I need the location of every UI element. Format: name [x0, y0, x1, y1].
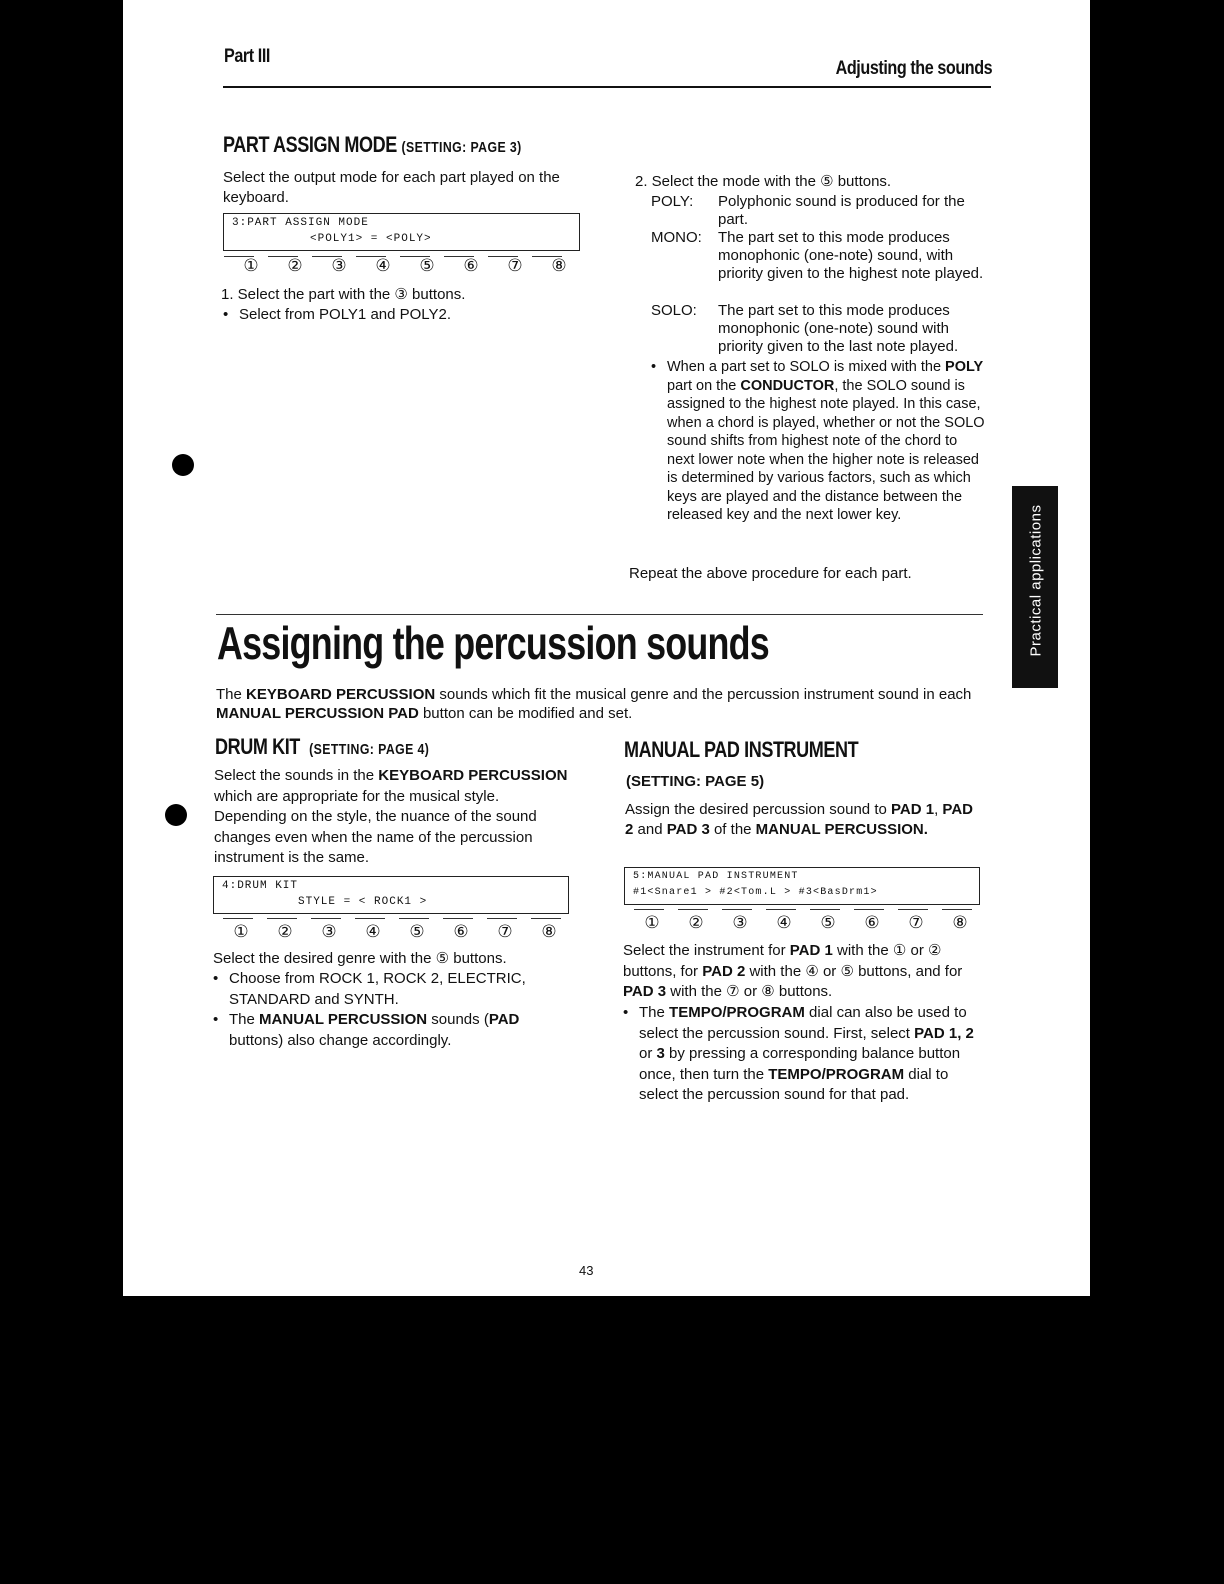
part-assign-setting: (SETTING: PAGE 3) [401, 139, 522, 156]
button-3-icon: ③ [331, 256, 347, 275]
mono-term: MONO: [651, 229, 702, 246]
button-3-icon: ③ [732, 913, 748, 932]
drum-kit-intro-a: Select the sounds in the [214, 767, 375, 784]
button-6-icon: ⑥ [864, 913, 880, 932]
part-assign-step1: 1. Select the part with the ③ buttons. [221, 286, 466, 303]
button-bars [634, 909, 972, 910]
button-row-manual-pad [630, 913, 982, 933]
drum-kit-bullet-2-a: The [229, 1011, 255, 1028]
drum-kit-bullet-1: • Choose from ROCK 1, ROCK 2, ELECTRIC, STANDARD and SYNTH. [213, 969, 569, 1010]
lcd-line-1: 4:DRUM KIT [222, 880, 299, 892]
solo-note [651, 358, 987, 525]
lcd-line-2: #1<Snare1 > #2<Tom.L > #3<BasDrm1> [633, 887, 878, 898]
solo-note-c: , the SOLO sound is assigned to the highest note played. In this case, when a chord is played, whether or not the SOLO sound shifts from highest note of the chord to next lower note when the higher note is released is determined by various factors, such as which keys are played and the distance between the released key and the next lower key. [667, 377, 985, 523]
drum-kit-after: Select the desired genre with the ⑤ buttons. [213, 950, 507, 967]
button-1-icon: ① [233, 922, 249, 941]
repeat-text: Repeat the above procedure for each part. [629, 565, 912, 582]
manual-pad-bullet [623, 1003, 977, 1106]
manual-pad-after-b: with the ① or ② buttons, for [623, 942, 942, 980]
manual-pad-intro-pad2: PAD 2 [625, 801, 973, 838]
button-6-icon: ⑥ [463, 256, 479, 275]
percussion-intro-mpp: MANUAL PERCUSSION PAD [216, 705, 419, 722]
button-6-icon: ⑥ [453, 922, 469, 941]
button-4-icon: ④ [375, 256, 391, 275]
solo-note-conductor: CONDUCTOR [740, 377, 835, 394]
button-5-icon: ⑤ [820, 913, 836, 932]
solo-term: SOLO: [651, 302, 697, 319]
solo-note-a: When a part set to SOLO is mixed with the [667, 359, 942, 375]
percussion-intro-c: button can be modified and set. [422, 705, 633, 722]
manual-pad-bullet-a: The [639, 1004, 665, 1021]
button-7-icon: ⑦ [497, 922, 513, 941]
manual-pad-bullet-3: 3 [656, 1045, 665, 1062]
manual-pad-title: MANUAL PAD INSTRUMENT [624, 737, 859, 762]
button-1-icon: ① [644, 913, 660, 932]
drum-kit-bullet-2 [213, 1010, 569, 1051]
lcd-drum-kit [213, 876, 569, 914]
manual-pad-after-pad1: PAD 1 [789, 942, 833, 959]
manual-pad-intro-pad3: PAD 3 [666, 821, 710, 838]
lcd-line-2: STYLE = < ROCK1 > [298, 896, 428, 908]
drum-kit-bullet-2-c: buttons) also change accordingly. [229, 1031, 452, 1049]
percussion-intro-kp: KEYBOARD PERCUSSION [246, 686, 436, 703]
manual-pad-bullet-pads: PAD 1, 2 [914, 1024, 974, 1042]
solo-note-b: part on the [667, 377, 737, 394]
drum-kit-setting: (SETTING: PAGE 4) [309, 741, 430, 758]
lcd-line-1: 3:PART ASSIGN MODE [232, 217, 369, 229]
button-8-icon: ⑧ [541, 922, 557, 941]
part-assign-bullet: • Select from POLY1 and POLY2. [223, 305, 451, 325]
mode-definitions [651, 193, 991, 358]
button-2-icon: ② [287, 256, 303, 275]
button-8-icon: ⑧ [952, 913, 968, 932]
button-row-part-assign [229, 256, 581, 276]
manual-pad-intro-a: Assign the desired percussion sound to [625, 801, 887, 818]
drum-kit-heading [215, 734, 429, 760]
header-part: Part III [224, 46, 270, 67]
manual-pad-bullet-tp2: TEMPO/PROGRAM [768, 1065, 905, 1083]
button-5-icon: ⑤ [419, 256, 435, 275]
button-4-icon: ④ [365, 922, 381, 941]
manual-pad-intro: Assign the desired percussion sound to PAD 1, PAD 2 and PAD 3 of the MANUAL PERCUSSION. [625, 801, 973, 838]
binder-hole-icon [165, 804, 187, 826]
drum-kit-intro [214, 766, 572, 869]
manual-pad-after-pad3: PAD 3 [623, 983, 667, 1000]
part-assign-intro: Select the output mode for each part played on the keyboard. [223, 169, 560, 206]
button-3-icon: ③ [321, 922, 337, 941]
manual-pad-intro-pad1: PAD 1 [891, 801, 935, 818]
manual-pad-intro-of: of the [713, 821, 752, 838]
manual-pad-bullet-b: dial can also be used to select the percussion sound. First, select [639, 1004, 967, 1042]
manual-pad-setting: (SETTING: PAGE 5) [626, 773, 765, 790]
header-rule [223, 86, 991, 88]
manual-pad-after-pad2: PAD 2 [702, 962, 746, 980]
page [123, 0, 1090, 1296]
drum-kit-bullet-2-b: sounds ( [431, 1011, 489, 1028]
button-5-icon: ⑤ [409, 922, 425, 941]
side-tab-label: Practical applications [1027, 504, 1045, 657]
manual-pad-after-a: Select the instrument for [623, 942, 786, 959]
manual-pad-after-c: with the ④ or ⑤ buttons, and for [749, 962, 963, 980]
drum-kit-bullet-2-mp: MANUAL PERCUSSION [259, 1011, 428, 1028]
button-7-icon: ⑦ [507, 256, 523, 275]
lcd-line-1: 5:MANUAL PAD INSTRUMENT [633, 871, 799, 882]
button-4-icon: ④ [776, 913, 792, 932]
button-8-icon: ⑧ [551, 256, 567, 275]
button-row-drum-kit [219, 922, 571, 942]
manual-pad-bullets [623, 1003, 977, 1106]
poly-term: POLY: [651, 193, 694, 210]
lcd-line-2: <POLY1> = <POLY> [310, 233, 432, 245]
lcd-part-assign [223, 213, 580, 251]
drum-kit-bullet-2-pad: PAD [488, 1011, 520, 1028]
manual-pad-bullet-tp: TEMPO/PROGRAM [669, 1004, 805, 1021]
button-1-icon: ① [243, 256, 259, 275]
manual-pad-intro-and: and [637, 821, 663, 838]
button-bars [223, 918, 561, 919]
manual-pad-after [623, 941, 983, 1003]
button-7-icon: ⑦ [908, 913, 924, 932]
part-assign-heading [223, 132, 522, 158]
button-2-icon: ② [277, 922, 293, 941]
lcd-manual-pad [624, 867, 980, 905]
percussion-intro-b: sounds which fit the musical genre and the percussion instrument sound in each [439, 686, 972, 703]
mono-desc: The part set to this mode produces monophonic (one-note) sound, with priority given to the highest note played. [718, 229, 984, 282]
part-assign-step2: 2. Select the mode with the ⑤ buttons. [635, 173, 892, 190]
manual-pad-after-d: with the ⑦ or ⑧ buttons. [670, 983, 833, 1000]
drum-kit-intro-b: which are appropriate for the musical style. Depending on the style, the nuance of the sound changes even when the name of the percussion instrument is the same. [214, 787, 537, 866]
solo-note-list [651, 358, 987, 525]
solo-note-poly: POLY [945, 359, 984, 375]
section-rule [216, 614, 983, 615]
manual-pad-bullet-d: dial to select the percussion sound for that pad. [639, 1065, 949, 1103]
part-assign-title: PART ASSIGN MODE [223, 132, 397, 157]
percussion-intro [216, 685, 991, 723]
button-2-icon: ② [688, 913, 704, 932]
manual-pad-bullet-c: by pressing a corresponding balance button once, then turn the [639, 1045, 961, 1083]
header-title: Adjusting the sounds [835, 58, 992, 79]
manual-pad-intro-mp: MANUAL PERCUSSION. [755, 821, 928, 838]
page-number: 43 [579, 1263, 594, 1278]
drum-kit-title: DRUM KIT [215, 734, 300, 759]
binder-hole-icon [172, 454, 194, 476]
percussion-intro-a: The [216, 686, 242, 703]
drum-kit-bullets [213, 969, 569, 1051]
poly-desc: Polyphonic sound is produced for the part. [718, 193, 965, 228]
solo-desc: The part set to this mode produces monophonic (one-note) sound with priority given to the last note played. [718, 302, 959, 355]
part-assign-bullets [223, 305, 451, 325]
percussion-title: Assigning the percussion sounds [217, 617, 769, 669]
manual-pad-bullet-or: or [639, 1045, 653, 1062]
side-tab [1012, 486, 1058, 688]
drum-kit-intro-kp: KEYBOARD PERCUSSION [378, 767, 568, 784]
